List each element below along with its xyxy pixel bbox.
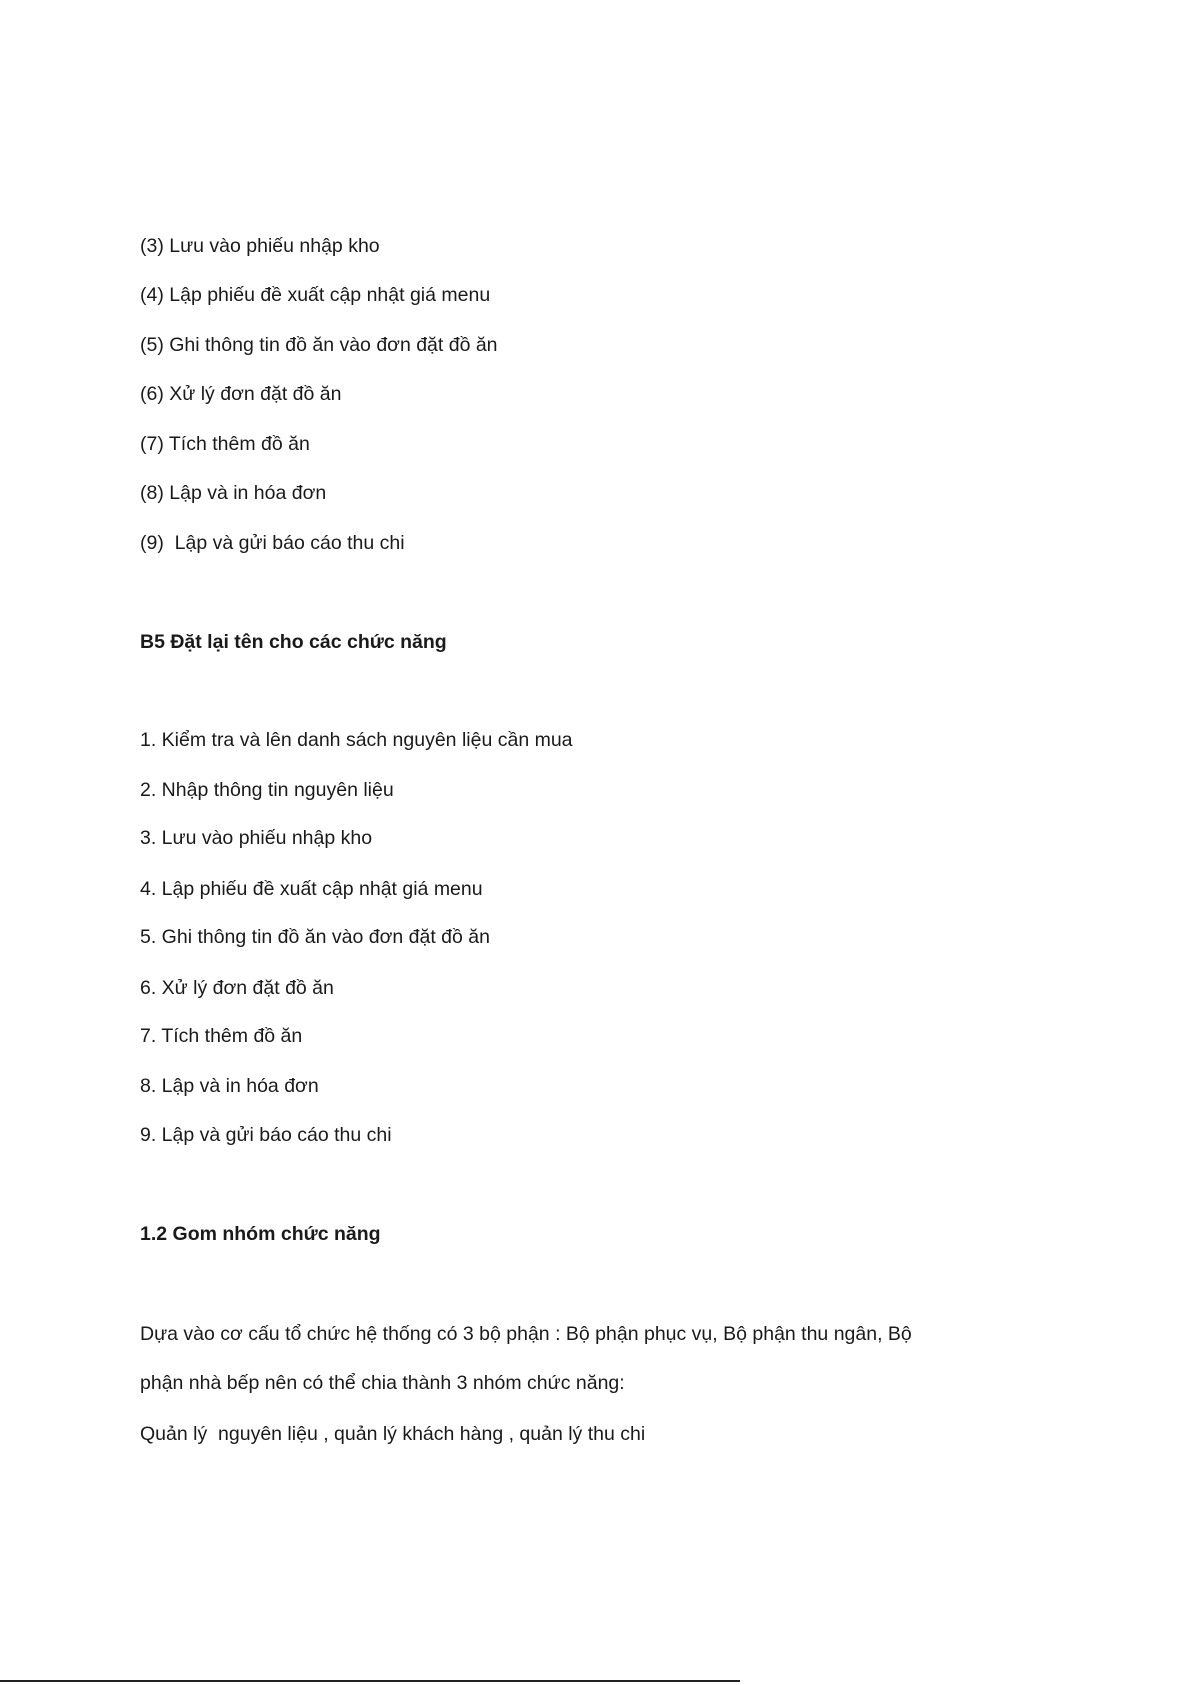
list-item: (6) Xử lý đơn đặt đồ ăn	[140, 383, 342, 405]
list-item: (3) Lưu vào phiếu nhập kho	[140, 235, 380, 257]
list-item: 5. Ghi thông tin đồ ăn vào đơn đặt đồ ăn	[140, 926, 490, 948]
list-item: (9) Lập và gửi báo cáo thu chi	[140, 532, 405, 554]
list-item: 7. Tích thêm đồ ăn	[140, 1025, 303, 1047]
list-item: 3. Lưu vào phiếu nhập kho	[140, 827, 373, 849]
list-item: 4. Lập phiếu đề xuất cập nhật giá menu	[140, 878, 483, 900]
paragraph-line: phận nhà bếp nên có thể chia thành 3 nhóm chức năng:	[140, 1372, 625, 1394]
list-item: (7) Tích thêm đồ ăn	[140, 433, 310, 455]
page-bottom-rule	[0, 1680, 740, 1682]
list-item: (4) Lập phiếu đề xuất cập nhật giá menu	[140, 284, 491, 306]
list-item: 8. Lập và in hóa đơn	[140, 1075, 319, 1097]
list-item: (5) Ghi thông tin đồ ăn vào đơn đặt đồ ăn	[140, 334, 498, 356]
list-item: 1. Kiểm tra và lên danh sách nguyên liệu cần mua	[140, 729, 573, 751]
list-item: (8) Lập và in hóa đơn	[140, 482, 327, 504]
list-item: 2. Nhập thông tin nguyên liệu	[140, 779, 394, 801]
paragraph-line: Dựa vào cơ cấu tổ chức hệ thống có 3 bộ phận : Bộ phận phục vụ, Bộ phận thu ngân, Bộ	[140, 1323, 912, 1345]
section-heading: B5 Đặt lại tên cho các chức năng	[140, 631, 447, 653]
list-item: 6. Xử lý đơn đặt đồ ăn	[140, 977, 334, 999]
paragraph-line: Quản lý nguyên liệu , quản lý khách hàng , quản lý thu chi	[140, 1423, 646, 1445]
section-heading: 1.2 Gom nhóm chức năng	[140, 1223, 381, 1245]
list-item: 9. Lập và gửi báo cáo thu chi	[140, 1124, 392, 1146]
